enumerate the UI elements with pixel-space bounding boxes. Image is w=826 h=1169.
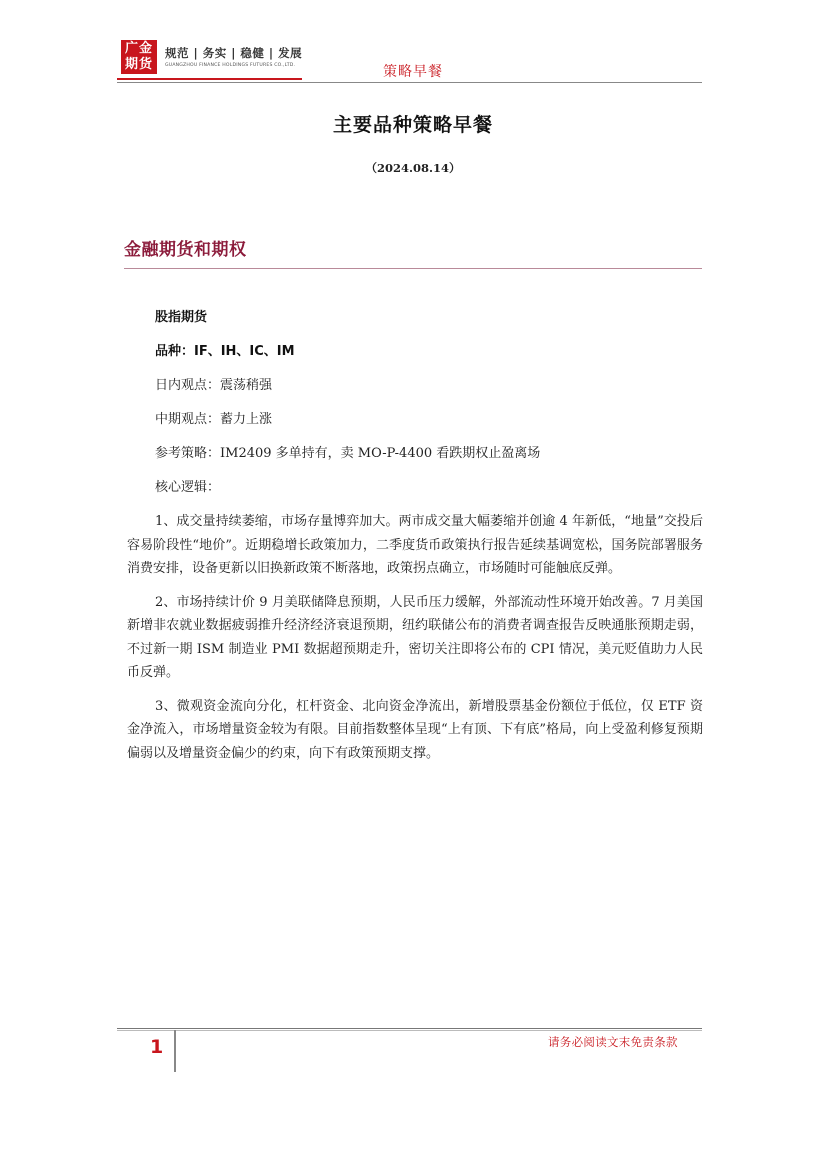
midterm-view: 中期观点：蓄力上涨 bbox=[155, 412, 273, 427]
header-divider bbox=[117, 82, 702, 83]
intraday-view: 日内观点：震荡稍强 bbox=[155, 378, 273, 393]
logic-point-3: 3、微观资金流向分化，杠杆资金、北向资金净流出，新增股票基金份额位于低位，仅 ETF 资金净流入，市场增量资金较为有限。目前指数整体呈现“上有顶、下有底”格局，向上受盈利修复预期偏弱以及增量资金偏少的约束，向下有政策预期支撑。 bbox=[127, 698, 703, 761]
logo-text-line2: 期货 bbox=[124, 57, 153, 72]
section-title: 金融期货和期权 bbox=[124, 240, 247, 260]
company-slogan: 规范 | 务实 | 稳健 | 发展 bbox=[165, 46, 303, 60]
footer-vertical-bar bbox=[174, 1030, 176, 1072]
company-english-name: GUANGZHOU FINANCE HOLDINGS FUTURES CO.,LTD. bbox=[165, 63, 296, 68]
disclaimer-notice: 请务必阅读文末免责条款 bbox=[548, 1035, 678, 1049]
report-type-label: 策略早餐 bbox=[383, 64, 443, 80]
document-date: （2024.08.14） bbox=[365, 161, 461, 175]
page-number: 1 bbox=[150, 1036, 164, 1058]
variety-line: 品种：IF、IH、IC、IM bbox=[155, 344, 295, 359]
reference-strategy: 参考策略：IM2409 多单持有，卖 MO-P-4400 看跌期权止盈离场 bbox=[155, 446, 541, 461]
core-logic-label: 核心逻辑： bbox=[155, 480, 221, 495]
logo-text-line1: 广金 bbox=[124, 41, 153, 56]
header-accent-line bbox=[117, 78, 302, 80]
document-title: 主要品种策略早餐 bbox=[332, 114, 493, 136]
company-logo bbox=[121, 40, 157, 74]
footer-divider bbox=[117, 1028, 702, 1029]
logic-point-1: 1、成交量持续萎缩，市场存量博弈加大。两市成交量大幅萎缩并创逾 4 年新低，“地量”交投后容易阶段性“地价”。近期稳增长政策加力，二季度货币政策执行报告延续基调宽松，国务院部署服务消费安排，设备更新以旧换新政策不断落地，政策拐点确立，市场随时可能触底反弹。 bbox=[127, 514, 703, 576]
footer-divider-secondary bbox=[117, 1030, 702, 1031]
section-content bbox=[127, 306, 703, 765]
section-divider bbox=[124, 268, 702, 269]
logic-point-2: 2、市场持续计价 9 月美联储降息预期，人民币压力缓解，外部流动性环境开始改善。7 月美国新增非农就业数据疲弱推升经济经济衰退预期，纽约联储公布的消费者调查报告反映通胀预期走弱，不过新一期 ISM 制造业 PMI 数据超预期走升，密切关注即将公布的 CPI 情况，美元贬值助力人民币反弹。 bbox=[127, 594, 703, 680]
subsection-title: 股指期货 bbox=[155, 310, 208, 325]
